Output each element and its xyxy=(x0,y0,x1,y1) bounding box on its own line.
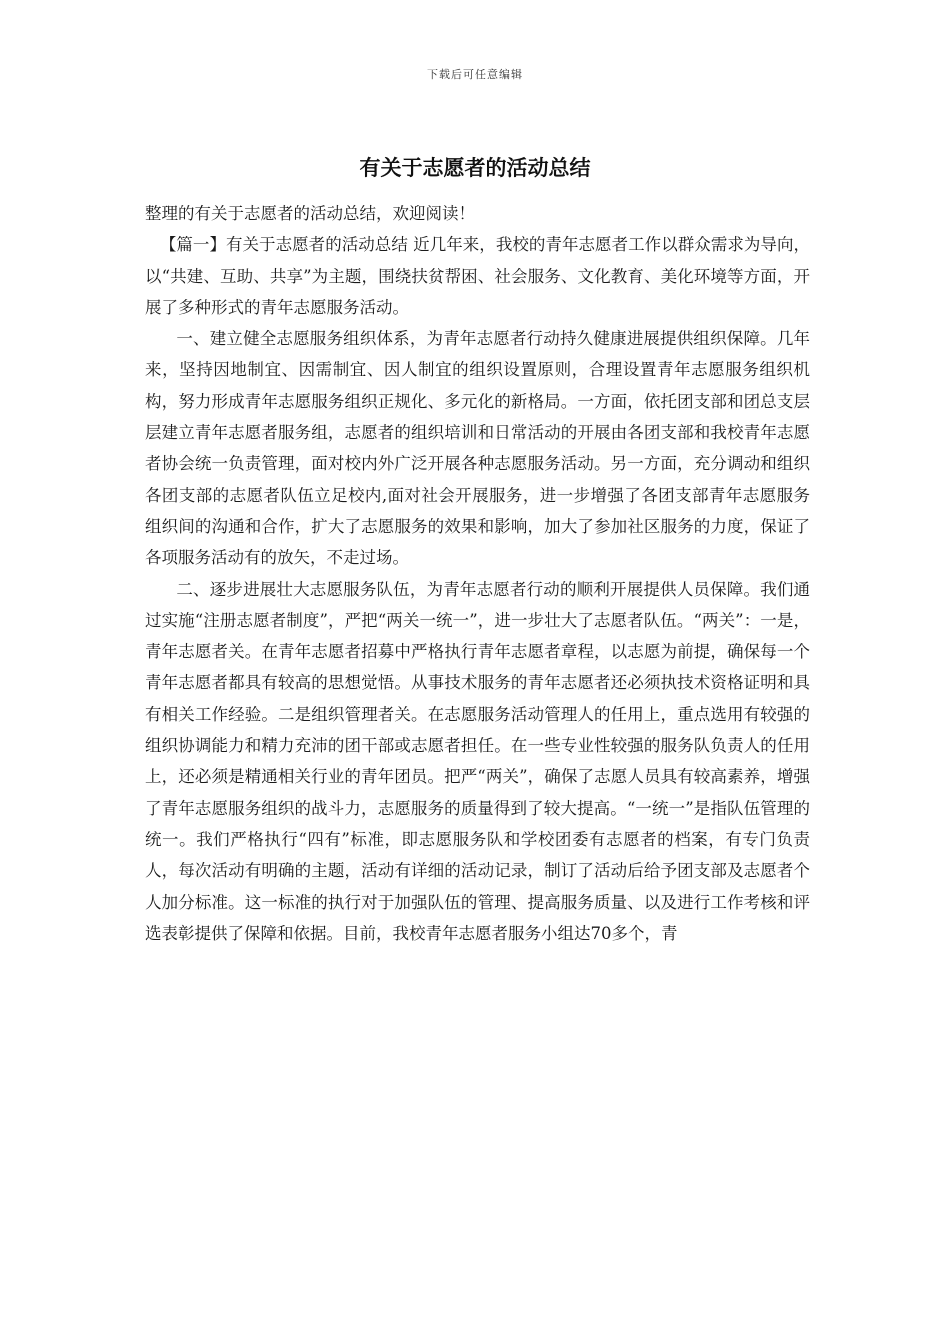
intro-paragraph: 整理的有关于志愿者的活动总结，欢迎阅读！ xyxy=(145,204,475,223)
page-title: 有关于志愿者的活动总结 xyxy=(359,156,591,180)
body-paragraph-1: 【篇一】有关于志愿者的活动总结 近几年来，我校的青年志愿者工作以群众需求为导向，以“共建、互助、共享”为主题，围绕扶贫帮困、社会服务、文化教育、美化环境等方面，开展了多种形式的青年志愿服务活动。 xyxy=(145,235,810,317)
body-paragraph-3: 二、逐步进展壮大志愿服务队伍，为青年志愿者行动的顺利开展提供人员保障。我们通过实施“注册志愿者制度”，严把“两关一统一”，进一步壮大了志愿者队伍。“两关”：一是，青年志愿者关。在青年志愿者招募中严格执行青年志愿者章程，以志愿为前提，确保每一个青年志愿者都具有较高的思想觉悟。从事技术服务的青年志愿者还必须执技术资格证明和具有相关工作经验。二是组织管理者关。在志愿服务活动管理人的任用上，重点选用有较强的组织协调能力和精力充沛的团干部或志愿者担任。在一些专业性较强的服务队负责人的任用上，还必须是精通相关行业的青年团员。把严“两关”，确保了志愿人员具有较高素养，增强了青年志愿服务组织的战斗力，志愿服务的质量得到了较大提高。“一统一”是指队伍管理的统一。我们严格执行“四有”标准，即志愿服务队和学校团委有志愿者的档案，有专门负责人，每次活动有明确的主题，活动有详细的活动记录，制订了活动后给予团支部及志愿者个人加分标准。这一标准的执行对于加强队伍的管理、提高服务质量、以及进行工作考核和评选表彰提供了保障和依据。目前，我校青年志愿者服务小组达70多个，青 xyxy=(145,579,810,943)
download-edit-note: 下载后可任意编辑 xyxy=(427,68,523,81)
body-paragraph-2: 一、建立健全志愿服务组织体系，为青年志愿者行动持久健康进展提供组织保障。几年来，坚持因地制宜、因需制宜、因人制宜的组织设置原则，合理设置青年志愿服务组织机构，努力形成青年志愿服务组织正规化、多元化的新格局。一方面，依托团支部和团总支层层建立青年志愿者服务组，志愿者的组织培训和日常活动的开展由各团支部和我校青年志愿者协会统一负责管理，面对校内外广泛开展各种志愿服务活动。另一方面，充分调动和组织各团支部的志愿者队伍立足校内,面对社会开展服务，进一步增强了各团支部青年志愿服务组织间的沟通和合作，扩大了志愿服务的效果和影响，加大了参加社区服务的力度，保证了各项服务活动有的放矢，不走过场。 xyxy=(145,329,810,568)
document-body xyxy=(145,198,810,949)
